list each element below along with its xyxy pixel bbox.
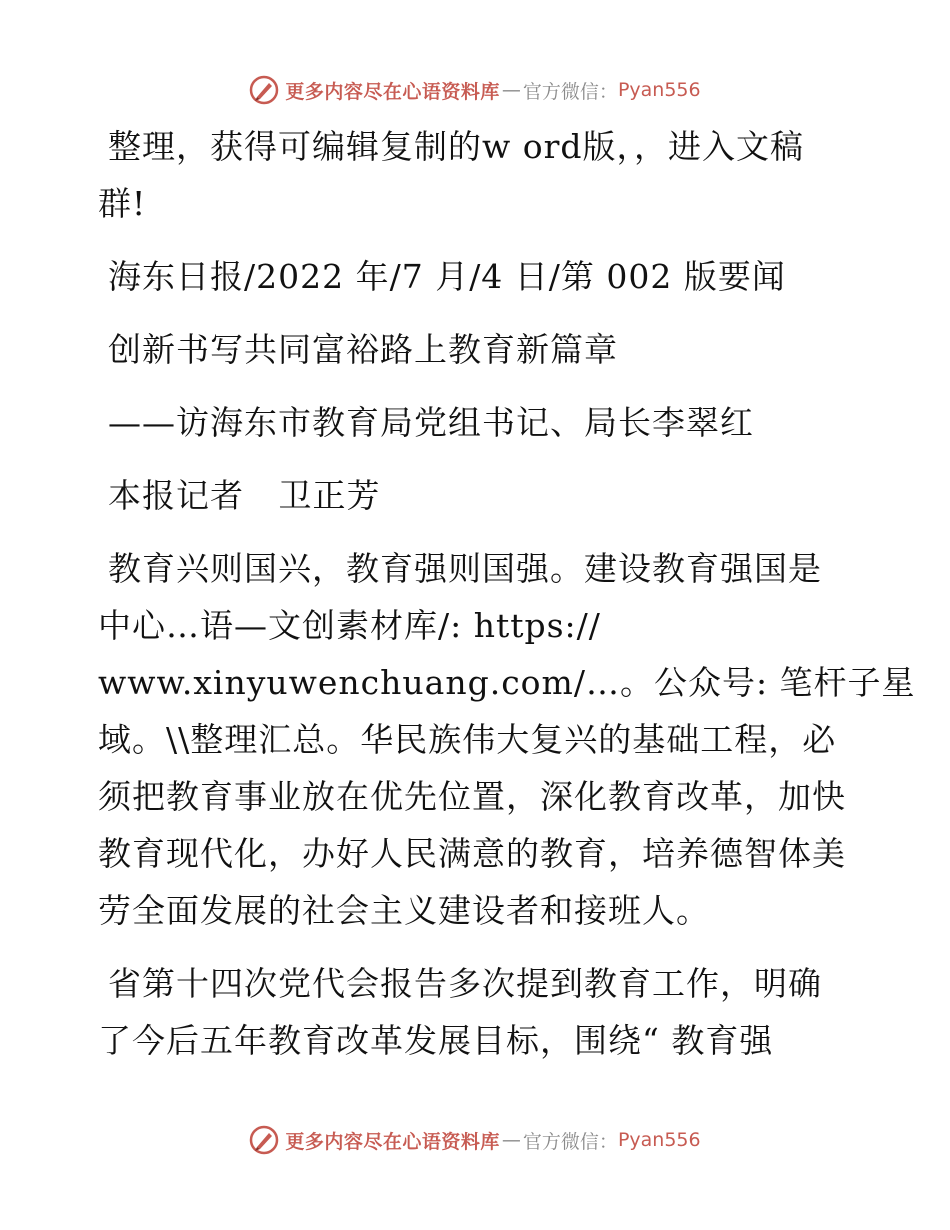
banner-wechat-id: Pyan556 <box>617 79 701 101</box>
paragraph-line: 了今后五年教育改革发展目标，围绕“ 教育强 <box>98 1021 774 1060</box>
banner-wechat-id: Pyan556 <box>617 1129 701 1151</box>
banner-dash: — <box>501 1129 521 1151</box>
document-body <box>98 118 916 1085</box>
paragraph-line: 须把教育事业放在优先位置，深化教育改革，加快 <box>98 777 846 816</box>
header-banner <box>0 70 950 110</box>
headline: 创新书写共同富裕路上教育新篇章 <box>108 330 618 369</box>
banner-site-text: 更多内容尽在心语资料库 <box>285 1130 500 1153</box>
paragraph-line: 教育兴则国兴，教育强则国强。建设教育强国是 <box>108 549 822 588</box>
source-line: 海东日报/2022 年/7 月/4 日/第 002 版要闻 <box>108 257 786 296</box>
paragraph-line: www.xinyuwenchuang.com/…。公众号: 笔杆子星 <box>98 663 916 702</box>
body-paragraph-2 <box>98 955 858 1069</box>
paragraph-line: 劳全面发展的社会主义建设者和接班人。 <box>98 891 710 930</box>
intro-line: 整理，获得可编辑复制的w ord版，，进入文稿 <box>108 127 805 166</box>
pen-logo-icon <box>249 1125 279 1155</box>
banner-wechat-label: 官方微信： <box>522 1130 618 1153</box>
banner-site-text: 更多内容尽在心语资料库 <box>285 80 500 103</box>
byline: 本报记者 卫正芳 <box>108 476 381 515</box>
footer-banner <box>0 1120 950 1160</box>
paragraph-line: 省第十四次党代会报告多次提到教育工作，明确 <box>108 964 822 1003</box>
intro-paragraph <box>98 118 858 232</box>
paragraph-line: 域。\\整理汇总。华民族伟大复兴的基础工程，必 <box>98 720 837 759</box>
pen-logo-icon <box>249 75 279 105</box>
banner-dash: — <box>501 79 521 101</box>
paragraph-line: 教育现代化，办好人民满意的教育，培养德智体美 <box>98 834 846 873</box>
paragraph-line: 中心…语—文创素材库/: https:// <box>98 606 601 645</box>
body-paragraph-1 <box>98 540 916 939</box>
subheadline: ——访海东市教育局党组书记、局长李翠红 <box>108 403 754 442</box>
intro-line: 群! <box>98 184 147 223</box>
banner-wechat-label: 官方微信： <box>522 80 618 103</box>
